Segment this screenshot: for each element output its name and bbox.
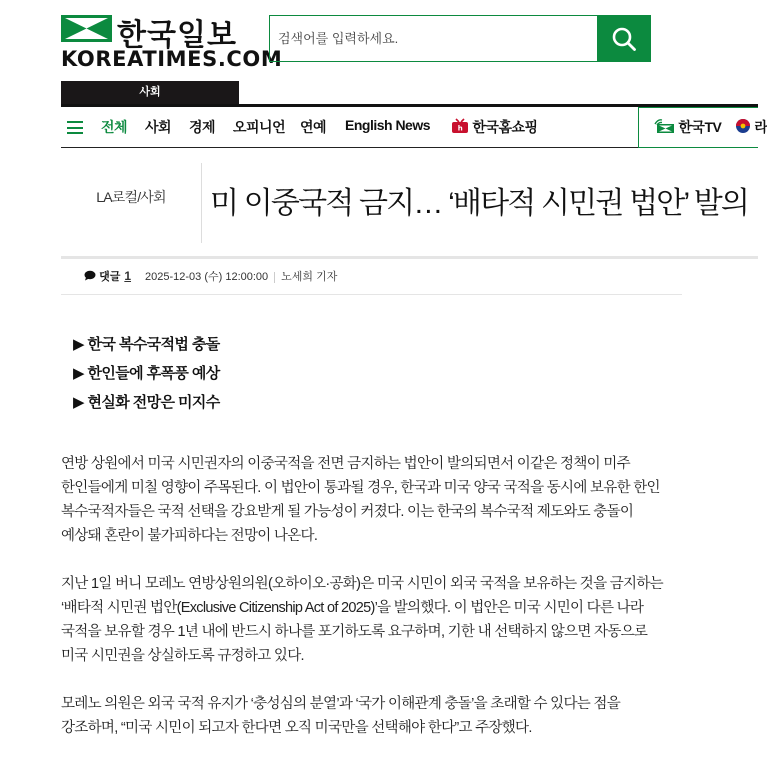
meta-separator (274, 272, 275, 283)
hamburger-menu-icon[interactable] (67, 121, 83, 134)
svg-text:h: h (457, 124, 463, 133)
logo-korean-text: 한국일보 (117, 18, 237, 53)
article-paragraph: 연방 상원에서 미국 시민권자의 이중국적을 전면 금지하는 법안이 발의되면서 이같은 정책이 미주 한인들에게 미칠 영향이 주목된다. 이 법안이 통과될 경우, 한국과 미국 양국 국적을 동시에 보유한 한인 복수국적자들은 국적 선택을 강요받게 될 가능성이 커졌다. 이는 한국의 복수국적 제도와도 충돌이 예상돼 혼란이 불가피하다는 전망이 나온다. (61, 456, 660, 544)
nav-item-radio[interactable] (735, 117, 767, 137)
nav-item-entertainment[interactable]: 연예 (300, 119, 327, 135)
nav-item-society[interactable]: 사회 (145, 119, 172, 135)
search-input[interactable] (270, 16, 598, 61)
shopping-tv-icon (451, 118, 469, 134)
comment-label[interactable]: 댓글 (99, 271, 121, 283)
korea-tv-icon (653, 118, 675, 134)
article-paragraph: 모레노 의원은 외국 국적 유지가 ‘충성심의 분열’과 ‘국가 이해관계 충돌’을 초래할 수 있다는 점을 강조하며, “미국 시민이 되고자 한다면 오직 미국만을 선택해야 한다”고 주장했다. (61, 696, 621, 736)
meta-divider (61, 294, 682, 295)
comment-count[interactable]: 1 (124, 269, 132, 283)
title-underline (61, 256, 758, 259)
article-datetime: 2025-12-03 (수) 12:00:00 (145, 271, 269, 283)
nav-item-economy[interactable]: 경제 (189, 119, 216, 135)
article-highlights (73, 333, 220, 420)
nav-divider (61, 147, 638, 148)
article-author: 노세희 기자 (281, 271, 338, 283)
search-box (269, 15, 651, 62)
nav-item-korea-tv[interactable] (653, 117, 721, 137)
nav-item-opinion[interactable]: 오피니언 (233, 119, 286, 135)
nav-item-home-shopping[interactable] (451, 117, 538, 137)
comment-icon (84, 270, 96, 281)
logo-flag-icon (61, 15, 112, 42)
search-icon (611, 26, 637, 52)
article-title: 미 이중국적 금지… ‘배타적 시민권 법안’ 발의 (210, 187, 749, 220)
nav-item-home-shopping-label: 한국홈쇼핑 (472, 119, 538, 135)
highlight-item: ▶ 한인들에 후폭풍 예상 (73, 365, 220, 382)
nav-divider-green (638, 147, 758, 148)
site-logo[interactable] (61, 14, 283, 71)
logo-english-text: KOREATIMES.COM (61, 47, 283, 71)
nav-right-box (638, 107, 767, 147)
article-body (61, 452, 665, 764)
article-paragraph: 지난 1일 버니 모레노 연방상원의원(오하이오·공화)은 미국 시민이 외국 국적을 보유하는 것을 금지하는 ‘배타적 시민권 법안(Exclusive Citizenship Act of 2025)’을 발의했다. 이 법안은 미국 시민이 다른 나라 국적을 보유할 경우 1년 내에 반드시 하나를 포기하도록 요구하며, 기한 내 선택하지 않으면 자동으로 미국 시민권을 상실하도록 규정하고 있다. (61, 576, 663, 664)
nav-item-all[interactable]: 전체 (101, 119, 128, 135)
highlight-item: ▶ 한국 복수국적법 충돌 (73, 336, 220, 353)
title-divider (201, 163, 202, 243)
article-category[interactable]: LA로컬/사회 (96, 189, 166, 205)
nav-item-radio-label: 라 (754, 119, 767, 135)
search-button[interactable] (597, 15, 651, 62)
radio-logo-icon (735, 118, 751, 134)
article-meta (84, 268, 337, 284)
nav-item-english-news[interactable]: English News (345, 117, 431, 133)
highlight-item: ▶ 현실화 전망은 미지수 (73, 394, 220, 411)
nav-item-korea-tv-label: 한국TV (678, 119, 722, 135)
section-tab[interactable]: 사회 (61, 81, 239, 104)
